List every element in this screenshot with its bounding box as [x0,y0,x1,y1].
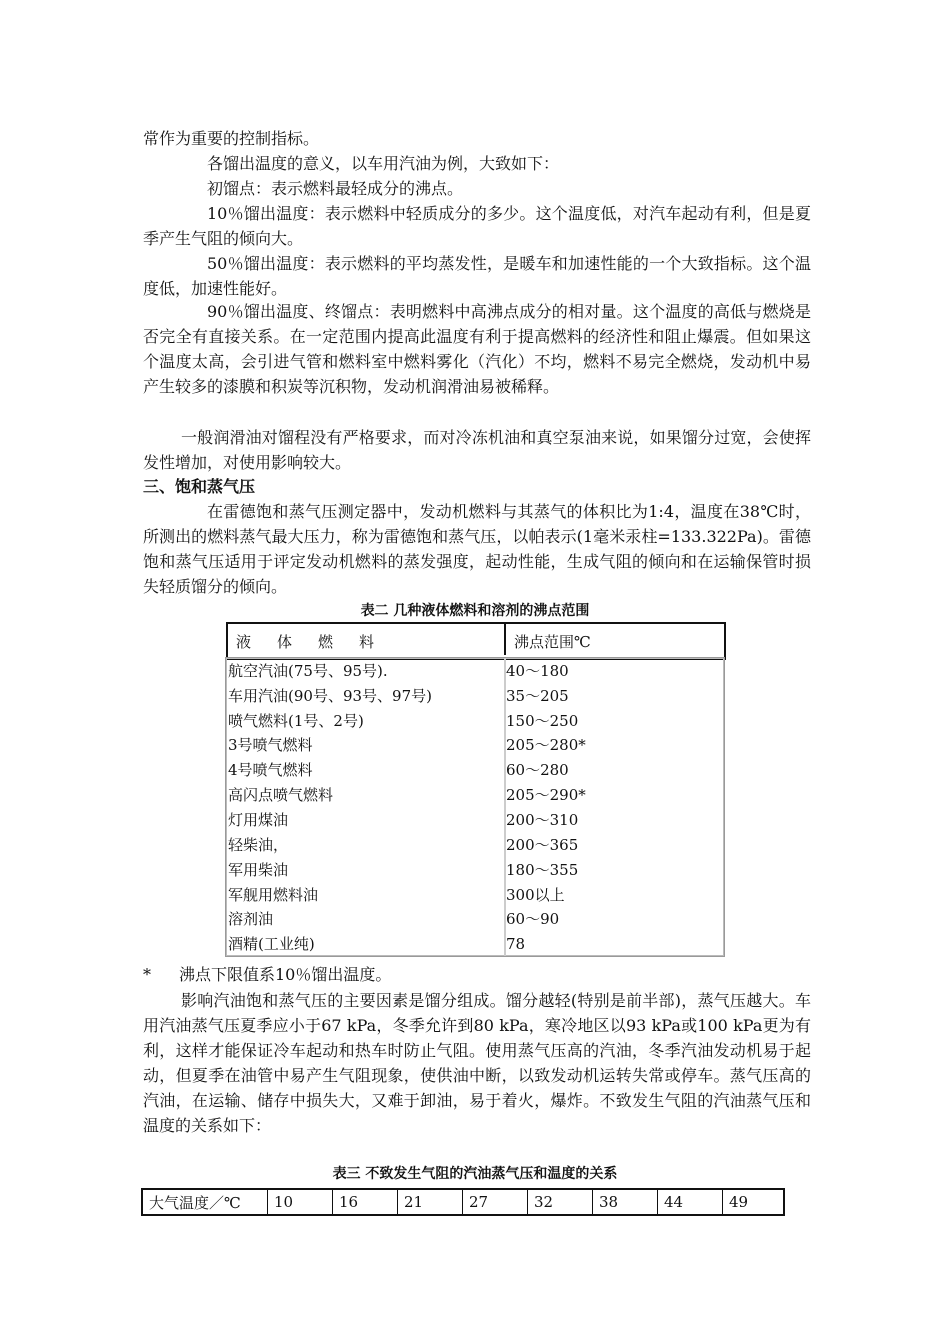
fuel-name: 航空汽油(75号、95号). [228,662,388,680]
footnote-marker: * [143,965,151,984]
table-row [226,783,722,808]
table2 [226,622,724,958]
table3-cell: 21 [398,1189,463,1215]
fuel-name: 轻柴油， [228,836,289,854]
table3-cell: 32 [528,1189,593,1215]
boiling-range: 300以上 [506,886,565,904]
boiling-range: 40～180 [506,662,569,680]
table-row [142,1189,784,1215]
paragraph-8: 在雷德饱和蒸气压测定器中，发动机燃料与其蒸气的体积比为1:4，温度在38℃时，所测出的燃料蒸气最大压力，称为雷德饱和蒸气压，以帕表示(1毫米汞柱=133.322Pa)。雷德饱和蒸气压适用于评定发动机燃料的蒸发强度，起动性能，生成气阻的倾向和在运输保管时损失轻质馏分的倾向。 [143,502,811,596]
table-row [226,858,722,883]
table3-row-label: 大气温度／℃ [142,1189,268,1215]
fuel-name: 军舰用燃料油 [228,886,319,904]
table2-caption: 表二 几种液体燃料和溶剂的沸点范围 [360,603,590,619]
table-row [226,883,722,908]
boiling-range: 205～280* [506,736,586,754]
paragraph-4: 10％馏出温度：表示燃料中轻质成分的多少。这个温度低，对汽车起动有利，但是夏季产生气阻的倾向大。 [143,204,811,248]
paragraph-9: 影响汽油饱和蒸气压的主要因素是馏分组成。馏分越轻(特别是前半部)，蒸气压越大。车用汽油蒸气压夏季应小于67 kPa，冬季允许到80 kPa，寒冷地区以93 kPa或100 kPa更为有利，这样才能保证冷车起动和热车时防止气阻。使用蒸气压高的汽油，冬季汽油发动机易于起动，但夏季在油管中易产生气阻现象，使供油中断，以致发动机运转失常或停车。蒸气压高的汽油，在运输、储存中损失大，又难于卸油，易于着火，爆炸。不致发生气阻的汽油蒸气压和温度的关系如下： [143,991,811,1135]
boiling-range: 200～310 [506,811,579,829]
table2-footnote [143,962,391,987]
fuel-name: 高闪点喷气燃料 [228,786,334,804]
boiling-range: 180～355 [506,861,579,879]
table3-cell: 38 [593,1189,658,1215]
paragraph-1: 常作为重要的控制指标。 [143,129,320,148]
table3-cell: 27 [463,1189,528,1215]
fuel-name: 酒精(工业纯) [228,935,315,953]
paragraph-5: 50％馏出温度：表示燃料的平均蒸发性，是暖车和加速性能的一个大致指标。这个温度低，加速性能好。 [143,254,811,298]
table-row [226,733,722,758]
boiling-range: 200～365 [506,836,579,854]
fuel-name: 溶剂油 [228,910,274,928]
table3-cell: 16 [333,1189,398,1215]
fuel-name: 军用柴油 [228,861,289,879]
table2-header-fuel: 液体燃料 [236,633,401,651]
boiling-range: 150～250 [506,712,579,730]
footnote-text: 沸点下限值系10％馏出温度。 [179,965,392,984]
table-row [226,808,722,833]
boiling-range: 205～290* [506,786,586,804]
table3-caption: 表三 不致发生气阻的汽油蒸气压和温度的关系 [332,1166,618,1182]
fuel-name: 灯用煤油 [228,811,289,829]
fuel-name: 3号喷气燃料 [228,736,313,754]
table3-cell: 10 [268,1189,333,1215]
table3-cell: 49 [723,1189,785,1215]
table2-header-range: 沸点范围℃ [514,633,591,651]
boiling-range: 60～90 [506,910,560,928]
table3-cell: 44 [658,1189,723,1215]
paragraph-7: 一般润滑油对馏程没有严格要求，而对冷冻机油和真空泵油来说，如果馏分过宽，会使挥发性增加，对使用影响较大。 [143,428,811,472]
paragraph-6: 90％馏出温度、终馏点：表明燃料中高沸点成分的相对量。这个温度的高低与燃烧是否完全有直接关系。在一定范围内提高此温度有利于提高燃料的经济性和阻止爆震。但如果这个温度太高，会引进气管和燃料室中燃料雾化（汽化）不均，燃料不易完全燃烧，发动机中易产生较多的漆膜和积炭等沉积物，发动机润滑油易被稀释。 [143,302,811,396]
paragraph-3: 初馏点：表示燃料最轻成分的沸点。 [207,179,464,198]
table-row [226,659,722,684]
fuel-name: 4号喷气燃料 [228,761,313,779]
table-row [226,907,722,932]
table2-header-divider [504,622,506,655]
table-row [226,684,722,709]
boiling-range: 35～205 [506,687,569,705]
section-heading: 三、饱和蒸气压 [143,477,256,496]
boiling-range: 60～280 [506,761,569,779]
table-row [226,709,722,734]
boiling-range: 78 [506,935,526,953]
table2-header [226,622,726,660]
table3 [141,1188,785,1216]
table-row [226,932,722,957]
table-row [226,758,722,783]
fuel-name: 车用汽油(90号、93号、97号) [228,687,432,705]
fuel-name: 喷气燃料(1号、2号) [228,712,364,730]
paragraph-2: 各馏出温度的意义，以车用汽油为例，大致如下： [207,154,560,173]
table-row [226,833,722,858]
